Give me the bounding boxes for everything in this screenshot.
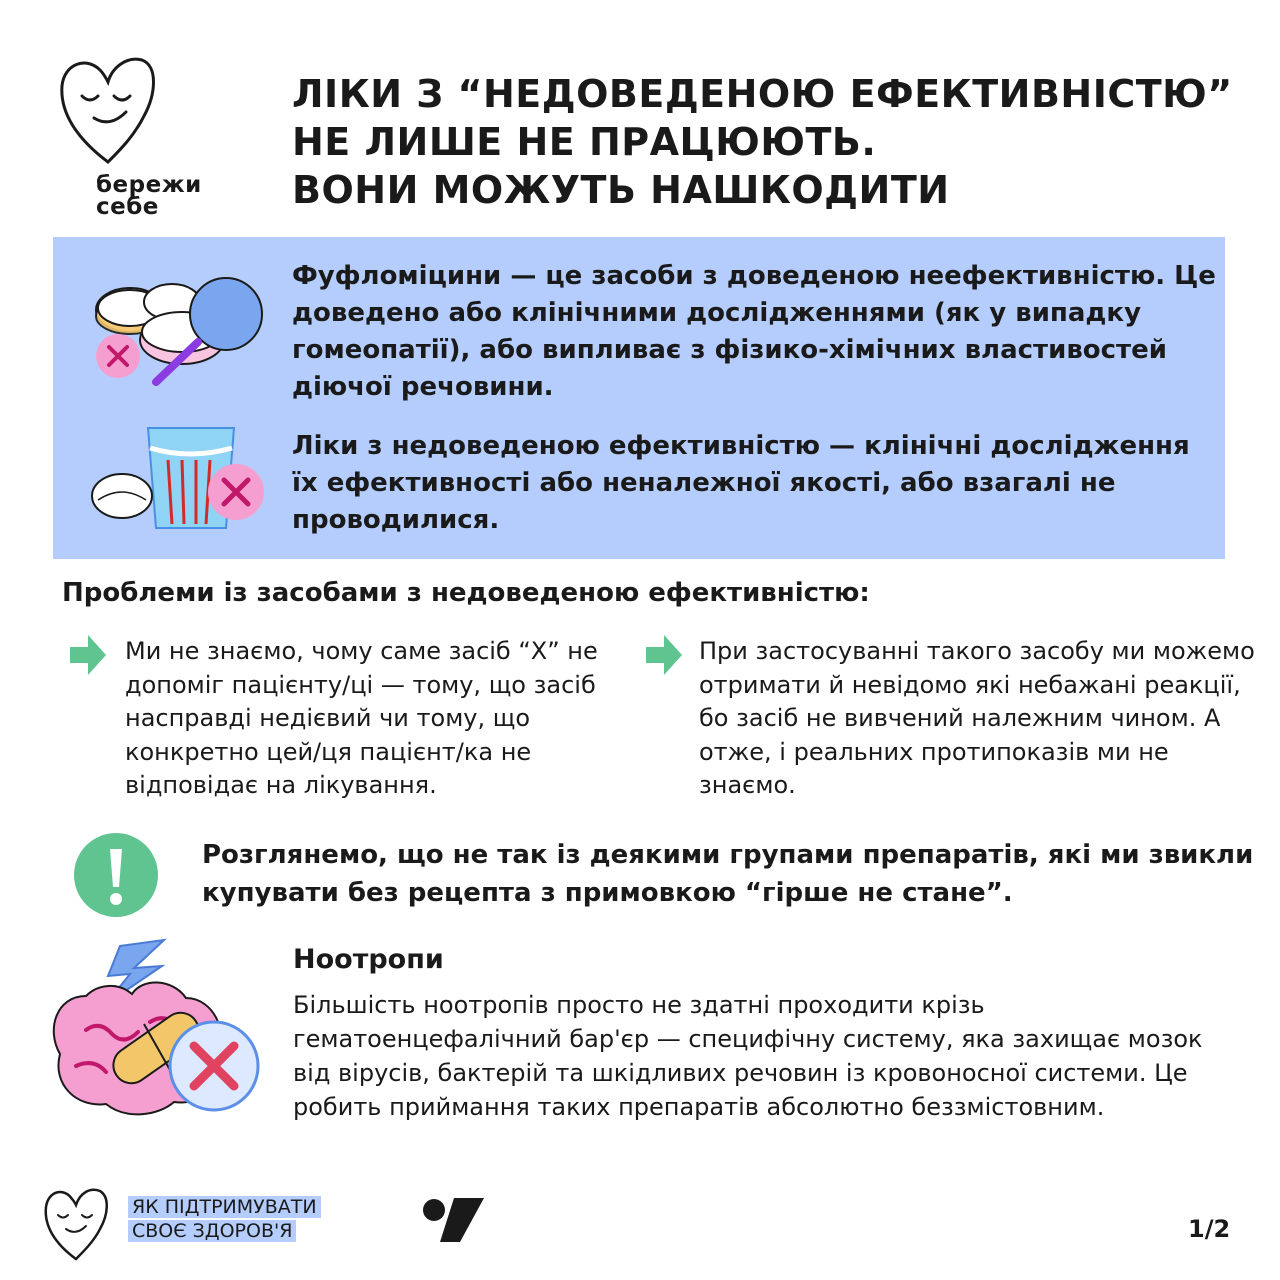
heart-face-icon: [42, 1185, 110, 1263]
heart-face-icon: [56, 50, 160, 168]
definition-fuflomycins: Фуфломіцини — це засоби з доведеною неефективністю. Це доведено або клінічними дослідженнями (як у випадку гомеопатії), або випливає з фізико-хімічних властивостей діючої речовини.: [292, 261, 1216, 402]
problems-title: Проблеми із засобами з недоведеною ефективністю:: [62, 578, 870, 608]
footer-label-line-2: СВОЄ ЗДОРОВ'Я: [128, 1220, 296, 1242]
nootropics-text: Більшість ноотропів просто не здатні проходити крізь гематоенцефалічний бар'єр — специфічну систему, яка захищає мозок від вірусів, бактерій та шкідливих речовин із кровоносної системи. Це робить приймання таких препаратів абсолютно беззмістовним.: [293, 991, 1203, 1121]
brand-logo-text: [96, 174, 202, 218]
definition-unproven: Ліки з недоведеною ефективністю — клінічні дослідження їх ефективності або неналежної якості, або взагалі не проводилися.: [292, 431, 1190, 535]
brand-line-1: бережи: [96, 172, 202, 198]
title-line-3: ВОНИ МОЖУТЬ НАШКОДИТИ: [292, 168, 950, 212]
pills-icon: [90, 270, 270, 395]
glass-icon: [90, 420, 270, 535]
footer-label-line-1: ЯК ПІДТРИМУВАТИ: [128, 1196, 321, 1218]
title-line-1: ЛІКИ З “НЕДОВЕДЕНОЮ ЕФЕКТИВНІСТЮ”: [292, 72, 1233, 116]
nootropics-title: Ноотропи: [293, 944, 444, 975]
problem-item-2: При застосуванні такого засобу ми можемо отримати й невідомо які небажані реакції, бо засіб не вивчений належним чином. А отже, і реальних протипоказів ми не знаємо.: [699, 637, 1255, 799]
brain-icon: [46, 938, 266, 1123]
arrow-right-icon: [68, 633, 108, 677]
footer-series-label: [128, 1195, 321, 1243]
arrow-right-icon: [644, 633, 684, 677]
page-number: 1/2: [1188, 1215, 1231, 1243]
brand-line-2: себе: [96, 194, 159, 220]
page-title: [292, 70, 1252, 214]
problem-item-1: Ми не знаємо, чому саме засіб “Х” не допоміг пацієнту/ці — тому, що засіб насправді недієвий чи тому, що конкретно цей/ця пацієнт/ка не відповідає на лікування.: [125, 637, 598, 799]
title-line-2: НЕ ЛИШЕ НЕ ПРАЦЮЮТЬ.: [292, 120, 877, 164]
callout-text: Розглянемо, що не так із деякими групами препаратів, які ми звикли купувати без рецепта з примовкою “гірше не стане”.: [202, 840, 1254, 908]
slash-mark-icon: [420, 1194, 486, 1244]
exclamation-icon: [72, 831, 160, 919]
